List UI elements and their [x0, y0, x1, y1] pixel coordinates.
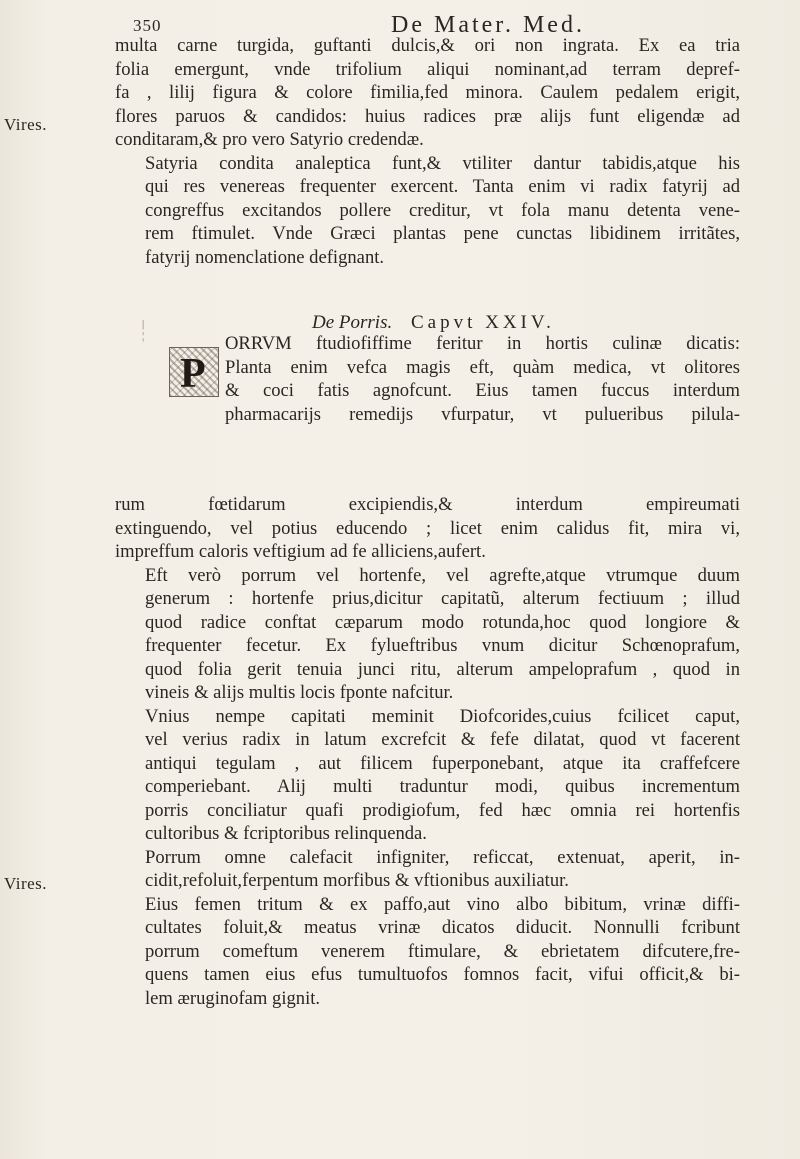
text-block-porrum — [115, 493, 740, 1010]
text-line: fatyrij nomenclatione defignant. — [145, 246, 385, 268]
text-line: comperiebant. Alij multi traduntur modi, quibus incrementum — [145, 776, 740, 797]
page-number: 350 — [133, 16, 162, 35]
chapter-number: Capvt XXIV. — [410, 312, 555, 333]
initial-letter: P — [180, 351, 206, 397]
margin-note-vires: Vires. — [4, 115, 48, 134]
text-block-satyrium — [115, 34, 740, 269]
margin-note-vires: Vires. — [4, 874, 48, 893]
text-line: porrum comeftum venerem ftimulare, & ebrietatem difcutere,fre- — [145, 940, 740, 962]
initial-ornament — [169, 347, 219, 397]
paragraph — [115, 152, 740, 270]
paragraph — [115, 34, 740, 152]
text-line: Satyria condita analeptica funt,& vtiliter dantur tabidis,atque his — [145, 152, 740, 174]
text-line: flores paruos & candidos: huius radices præ alijs funt eligendæ ad — [115, 105, 740, 127]
text-line: Planta enim vefca magis eft, quàm medica, vt olitores — [225, 356, 740, 378]
text-line: frequenter fecetur. Ex fylueftribus vnum dicitur Schœnoprafum, — [145, 635, 740, 656]
text-line: ORRVM ftudiofiffime feritur in hortis culinæ dicatis: — [225, 333, 740, 354]
text-line: folia emergunt, vnde trifolium aliqui nominant,ad terram depref- — [115, 58, 740, 80]
text-line: conditaram,& pro vero Satyrio credendæ. — [115, 129, 424, 150]
decorated-initial — [163, 345, 223, 405]
text-line: antiqui tegulam , aut filicem fuperponebant, atque ita craffefcere — [145, 752, 740, 774]
text-line: rem ftimulet. Vnde Græci plantas pene cunctas libidinem irritãtes, — [145, 223, 740, 244]
chapter-opening-lines — [225, 332, 740, 426]
text-line: vineis & alijs multis locis fponte nafcitur. — [145, 682, 454, 703]
chapter-heading — [312, 312, 555, 334]
text-line: Vnius nempe capitati meminit Diofcorides,cuius fcilicet caput, — [145, 705, 740, 727]
text-line: Eius femen tritum & ex paffo,aut vino albo bibitum, vrinæ diffi- — [145, 893, 740, 915]
text-line: Porrum omne calefacit infigniter, reficcat, extenuat, aperit, in- — [145, 846, 740, 868]
text-line: & coci fatis agnofcunt. Eius tamen fuccus interdum — [225, 380, 740, 401]
margin-mark: | — [142, 318, 145, 330]
text-line: congreffus excitandos pollere creditur, vt fola manu detenta vene- — [145, 199, 740, 221]
paragraph — [115, 493, 740, 564]
text-line: pharmacarijs remedijs vfurpatur, vt pulueribus pilula- — [225, 403, 740, 425]
text-line: porris conciliatur quafi prodigiofum, fed hæc omnia rei hortenfis — [145, 799, 740, 821]
text-line: extinguendo, vel potius educendo ; licet enim calidus fit, mira vi, — [115, 517, 740, 539]
text-line: cidit,refoluit,ferpentum morfibus & vftionibus auxiliatur. — [145, 870, 569, 891]
text-line: cultoribus & fcriptoribus relinquenda. — [145, 823, 427, 844]
text-line: qui res venereas frequenter exercent. Tanta enim vi radix fatyrij ad — [145, 176, 740, 197]
text-line: multa carne turgida, guftanti dulcis,& ori non ingrata. Ex ea tria — [115, 35, 740, 56]
margin-marks — [142, 318, 144, 342]
text-line: quod folia gerit tenuia junci ritu, alterum ampeloprafum , quod in — [145, 658, 740, 680]
chapter-subject: De Porris. — [312, 312, 393, 333]
paragraph — [115, 705, 740, 846]
paragraph — [115, 846, 740, 893]
text-line: impreffum caloris veftigium ad fe alliciens,aufert. — [115, 541, 486, 562]
margin-mark: ¦ — [142, 330, 145, 342]
text-line: vel verius radix in latum excrefcit & fefe dilatat, quod vt facerent — [145, 729, 740, 750]
text-line: lem æruginofam gignit. — [145, 987, 321, 1009]
paragraph — [115, 564, 740, 705]
text-line: generum : hortenfe prius,dicitur capitatũ, alterum fectiuum ; illud — [145, 588, 740, 609]
text-line: Eft verò porrum vel hortenfe, vel agrefte,atque vtrumque duum — [145, 564, 740, 586]
text-line: rum fœtidarum excipiendis,& interdum empireumati — [115, 494, 740, 515]
text-line: fa , lilij figura & colore fimilia,fed minora. Caulem pedalem erigit, — [115, 82, 740, 103]
paragraph — [115, 893, 740, 1011]
text-line: quod radice conftat cæparum modo rotunda,hoc quod longiore & — [145, 611, 740, 633]
text-line: quens tamen eius efus tumultuofos fomnos facit, vifui officit,& bi- — [145, 964, 740, 985]
running-head: De Mater. Med. — [391, 12, 585, 38]
text-line: cultates foluit,& meatus vrinæ dicatos diducit. Nonnulli fcribunt — [145, 917, 740, 938]
